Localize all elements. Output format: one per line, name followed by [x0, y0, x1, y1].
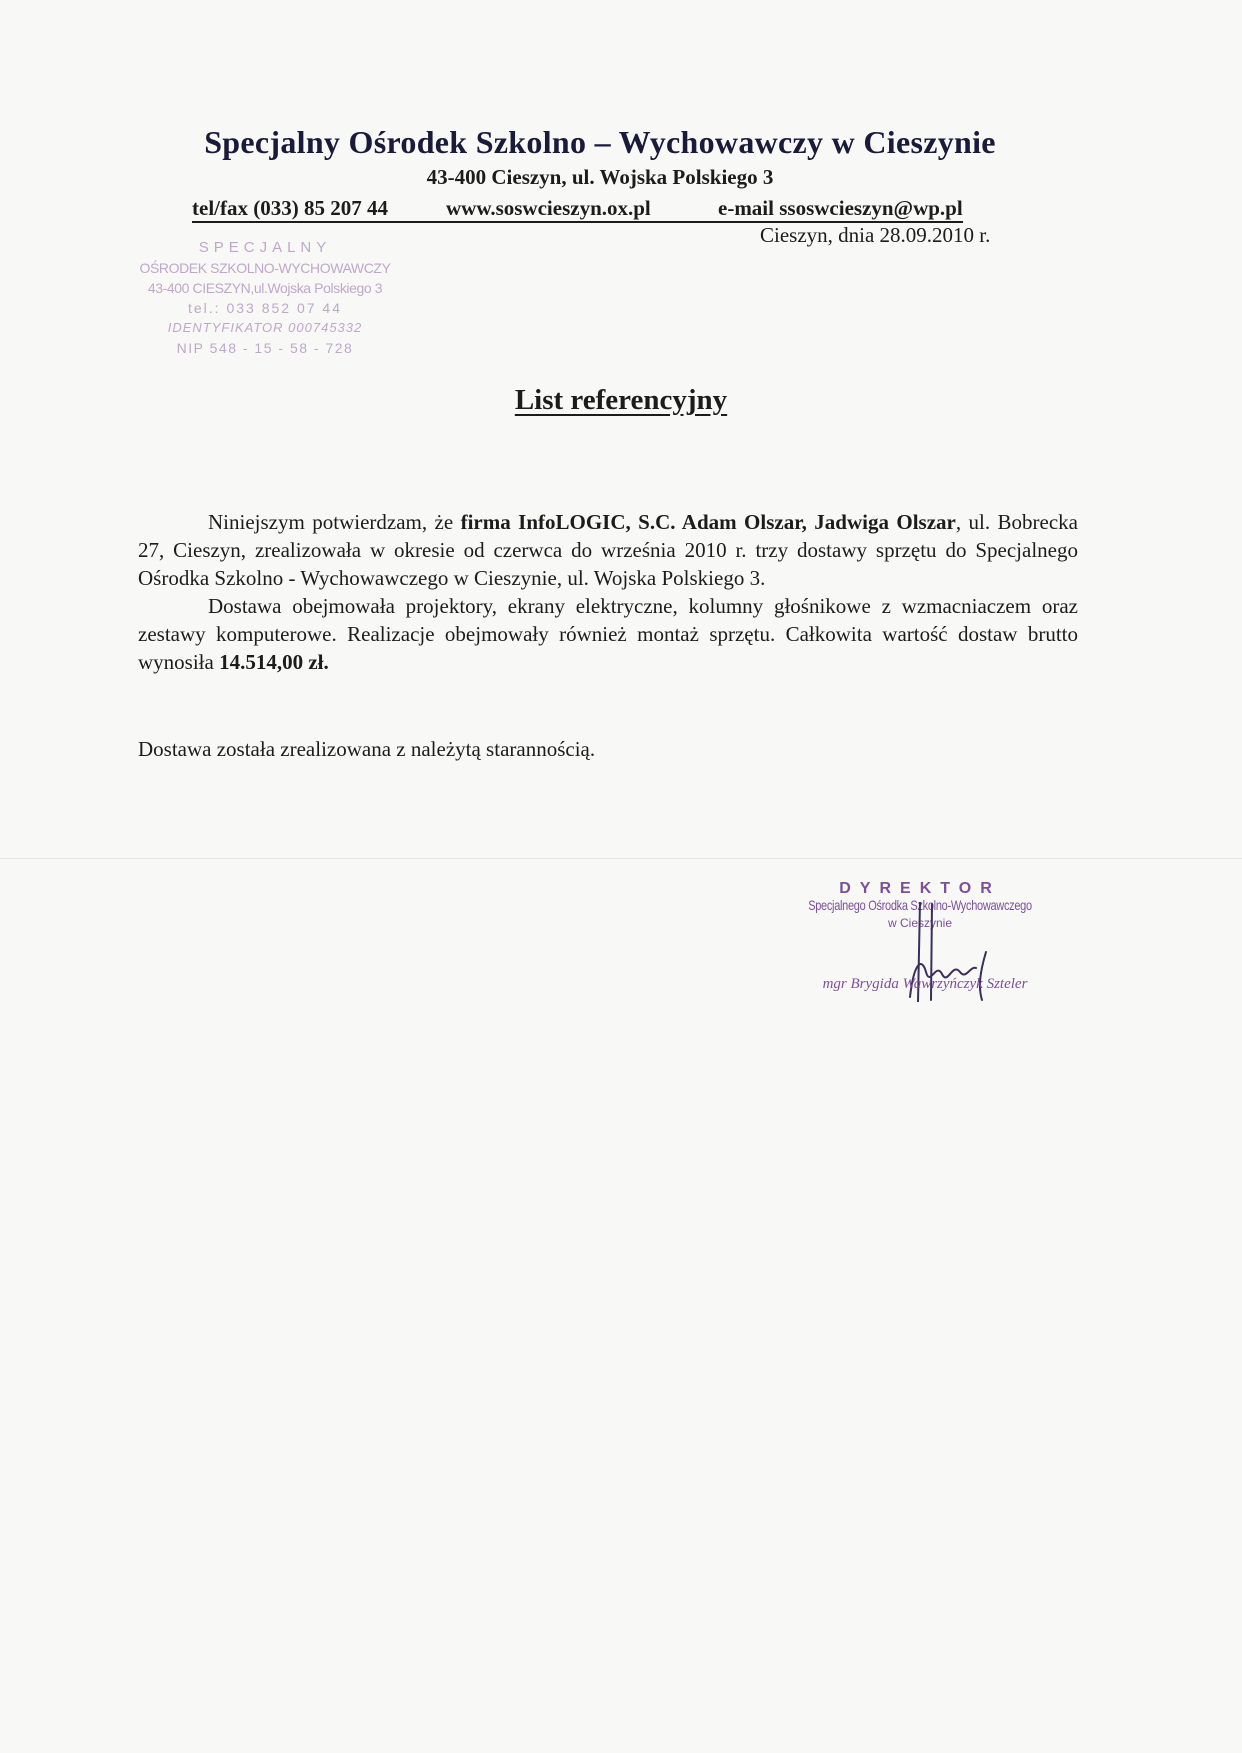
signature-stamp: [770, 880, 1070, 1010]
closing-sentence: Dostawa została zrealizowana z należytą starannością.: [138, 737, 596, 761]
contact-line: [192, 196, 963, 223]
document-title: List referencyjny: [514, 384, 728, 416]
paragraph-2: [138, 592, 1078, 676]
p2-text: Dostawa obejmowała projektory, ekrany elektryczne, kolumny głośnikowe z wzmacniaczem oraz zestawy komputerowe. Realizacje obejmowały również montaż sprzętu. Całkowita wartość dostaw brutto wynosiła: [138, 594, 1078, 674]
stamp-line: 43-400 CIESZYN,ul.Wojska Polskiego 3: [147, 280, 383, 296]
organization-name: Specjalny Ośrodek Szkolno – Wychowawczy w Cieszynie: [204, 124, 996, 160]
contact-website: www.soswcieszyn.ox.pl: [446, 196, 651, 220]
stamp-line: IDENTYFIKATOR 000745332: [167, 320, 363, 335]
p1-rest: , ul. Bobrecka 27, Cieszyn, zrealizowała w okresie od czerwca do września 2010 r. trzy dostawy sprzętu do Specjalnego Ośrodka Szkolno - Wychowawczego w Cieszynie, ul. Wojska Polskiego 3.: [138, 510, 1078, 590]
signature-city: w Cieszynie: [887, 916, 953, 930]
institution-stamp: [100, 238, 430, 358]
stamp-line: NIP 548 - 15 - 58 - 728: [176, 340, 354, 356]
paragraph-1: [138, 508, 1078, 592]
contact-tel: tel/fax (033) 85 207 44: [192, 196, 388, 220]
stamp-line: SPECJALNY: [198, 239, 332, 256]
firm-name: firma InfoLOGIC, S.C. Adam Olszar, Jadwiga Olszar: [460, 510, 956, 534]
signatory-name: mgr Brygida Wawrzyńczyk Szteler: [822, 976, 1028, 992]
p1-lead: Niniejszym potwierdzam, że: [208, 510, 461, 534]
letterhead: [140, 124, 1060, 190]
contact-email: e-mail ssoswcieszyn@wp.pl: [718, 196, 963, 220]
stamp-line: OŚRODEK SZKOLNO-WYCHOWAWCZY: [139, 260, 391, 276]
organization-address: 43-400 Cieszyn, ul. Wojska Polskiego 3: [426, 165, 774, 189]
signature-institution: Specjalnego Ośrodka Szkolno-Wychowawczego: [808, 898, 1032, 914]
letter-body: [138, 508, 1078, 676]
date-line: Cieszyn, dnia 28.09.2010 r.: [760, 223, 991, 247]
total-amount: 14.514,00 zł.: [219, 650, 329, 674]
paper-fold-line: [0, 858, 1242, 859]
signature-title: DYREKTOR: [839, 880, 1001, 897]
stamp-line: tel.: 033 852 07 44: [188, 300, 342, 316]
